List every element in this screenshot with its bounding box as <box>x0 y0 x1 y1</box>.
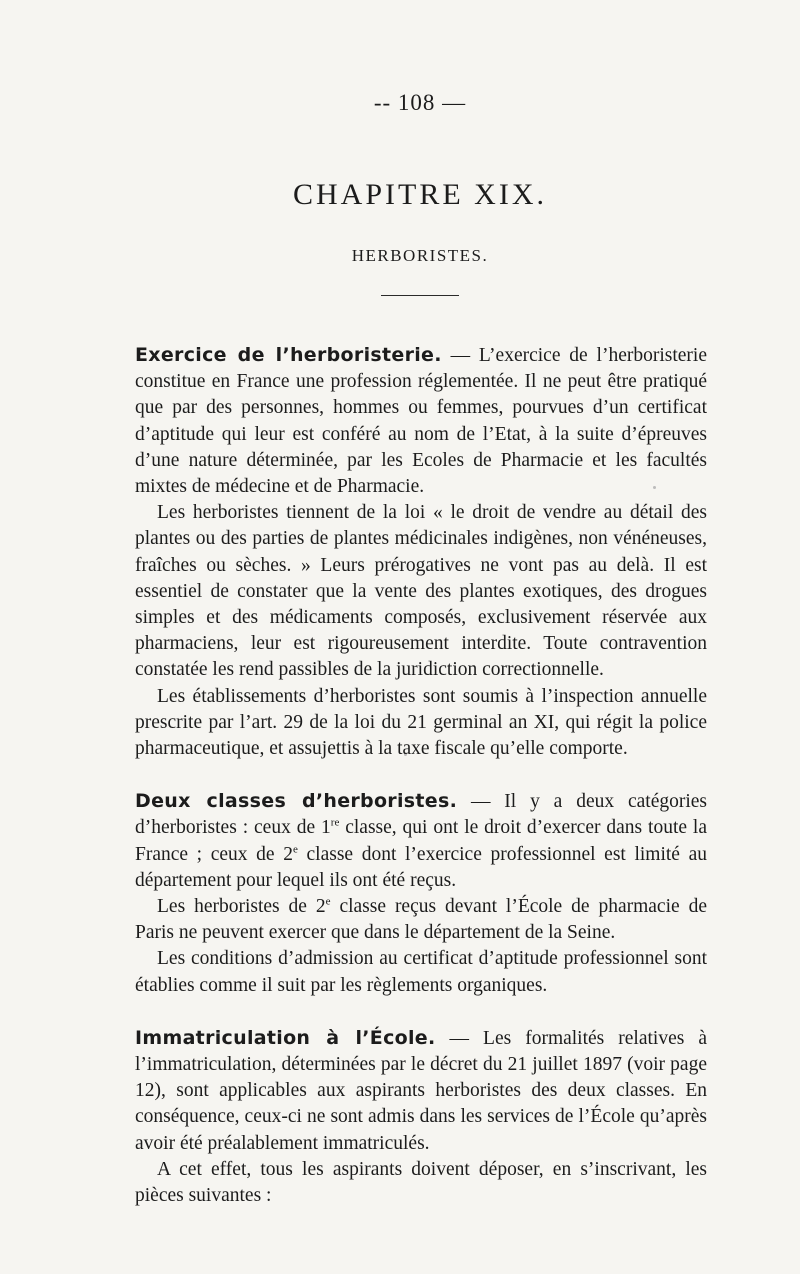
paragraph: Les établissements d’herboristes sont soumis à l’inspection annuelle prescrite par l’art. 29 de la loi du 21 germinal an XI, qui régit la police pharmaceutique, et assujettis à la taxe fiscale qu’elle comporte. <box>135 685 707 760</box>
paragraph: A cet effet, tous les aspirants doivent déposer, en s’inscrivant, les pièces suivantes : <box>135 1158 707 1207</box>
page-number: -- 108 — <box>373 90 467 115</box>
paragraph: Les conditions d’admission au certificat d’aptitude professionnel sont établies comme il suit par les règlements organiques. <box>135 948 707 996</box>
page-body <box>135 342 707 1209</box>
paragraph-text: classe dont l’exercice professionnel est limité au département pour lequel ils ont été reçus. <box>135 843 708 891</box>
paragraph-text: Les herboristes de 2 <box>157 896 326 918</box>
paragraph-text: — Il y a deux catégories d’herboristes : ceux de 1 <box>135 791 707 839</box>
superscript: e <box>325 895 331 908</box>
section-heading: Deux classes d’herboristes. <box>135 790 458 813</box>
section-heading: Immatriculation à l’École. <box>135 1026 436 1049</box>
paragraph-text: classe, qui ont le droit d’exercer dans toute la France ; ceux de 2 <box>135 817 707 865</box>
paragraph-text: — L’exercice de l’herboristerie constitue en France une profession réglementée. Il ne peut être pratiqué que par des personnes, hommes ou femmes, pourvues d’un certificat d’aptitude qui leur est conféré au nom de l’Etat, à la suite d’épreuves d’une nature déterminée, par les Ecoles de Pharmacie et les facultés mixtes de médecine et de Pharmacie. <box>135 345 707 498</box>
section-immatriculation <box>135 1025 707 1209</box>
section-heading: Exercice de l’herboristerie. <box>135 344 442 366</box>
section-deux-classes <box>135 788 707 999</box>
paragraph <box>135 894 707 946</box>
chapter-title: CHAPITRE XIX. <box>293 178 547 211</box>
paragraph <box>135 788 707 894</box>
chapter-subtitle: HERBORISTES. <box>351 246 489 265</box>
paragraph-text: classe reçus devant l’École de pharmacie de Paris ne peuvent exercer que dans le département de la Seine. <box>135 896 707 944</box>
section-divider <box>381 295 459 296</box>
section-exercice <box>135 342 707 762</box>
paragraph: Les herboristes tiennent de la loi « le droit de vendre au détail des plantes ou des parties de plantes médicinales indigènes, non vénéneuses, fraîches ou sèches. » Leurs prérogatives ne vont pas au delà. Il est essentiel de constater que la vente des plantes exotiques, des drogues simples et des médicaments composés, exclusivement réservée aux pharmaciens, leur est rigoureusement interdite. Toute contravention constatée les rend passibles de la juridiction correctionnelle. <box>135 502 707 681</box>
superscript: re <box>330 816 340 829</box>
paragraph <box>135 342 707 500</box>
paragraph <box>135 1025 707 1157</box>
superscript: e <box>292 843 298 856</box>
paragraph-text: — Les formalités relatives à l’immatriculation, déterminées par le décret du 21 juillet 1897 (voir page 12), sont applicables aux aspirants herboristes des deux classes. En conséquence, ceux-ci ne sont admis dans les services de l’École qu’après avoir été préalablement immatriculés. <box>135 1027 707 1154</box>
